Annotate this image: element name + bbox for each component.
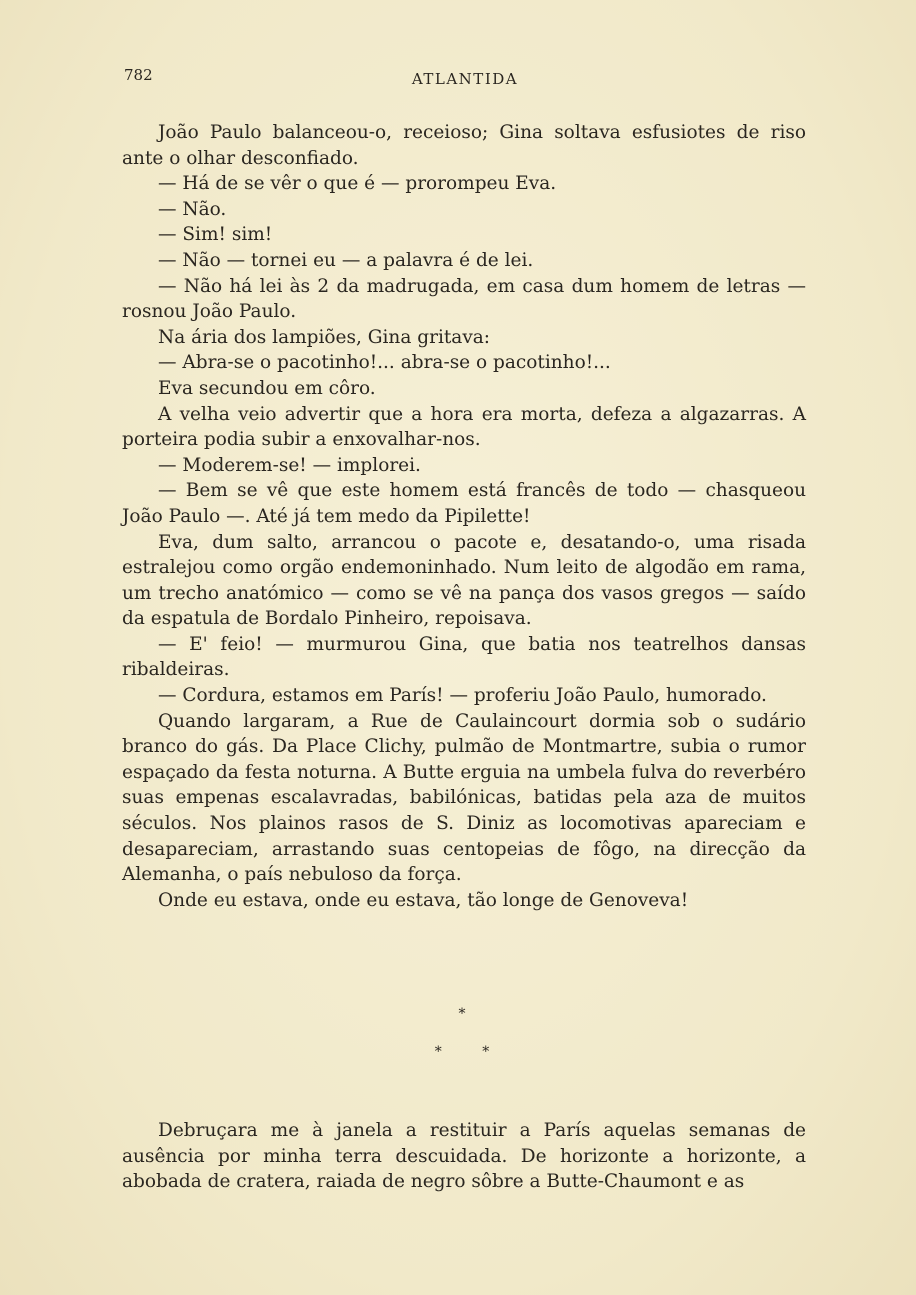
paragraph: — Não há lei às 2 da madrugada, em casa dum homem de letras — rosnou João Paulo. [122,275,806,323]
paragraph: Eva secundou em côro. [158,377,376,399]
paragraph: — Há de se vêr o que é — prorompeu Eva. [158,173,557,195]
paragraph: João Paulo balanceou-o, receioso; Gina soltava esfusiotes de riso ante o olhar desconfiado. [122,122,806,169]
section-separator-bottom: * * [434,1044,490,1060]
paragraph: — Abra-se o pacotinho!... abra-se o pacotinho!... [158,352,611,374]
paragraph: Debruçara me à janela a restituir a París aquelas semanas de ausência por minha terra descuidada. De horizonte a horizonte, a abobada de cratera, raiada de negro sôbre a Butte-Chaumont e as [122,1120,806,1193]
paragraph: Onde eu estava, onde eu estava, tão longe de Genoveva! [158,889,689,911]
main-text [122,120,806,913]
paragraph: A velha veio advertir que a hora era morta, defeza a algazarras. A porteira podia subir a enxovalhar-nos. [122,403,806,451]
paragraph: — Sim! sim! [158,224,273,246]
paragraph: Eva, dum salto, arrancou o pacote e, desatando-o, uma risada estralejou como orgão endemoninhado. Num leito de algodão em rama, um trecho anatómico — como se vê na pança dos vasos gregos — saído da espatula de Bordalo Pinheiro, repoisava. [122,531,806,630]
paragraph: — E' feio! — murmurou Gina, que batia nos teatrelhos dansas ribaldeiras. [122,633,806,681]
page-number: 782 [124,66,153,84]
paragraph: — Não. [158,198,227,220]
paragraph: Quando largaram, a Rue de Caulaincourt dormia sob o sudário branco do gás. Da Place Clichy, pulmão de Montmartre, subia o rumor espaçado da festa noturna. A Butte erguia na umbela fulva do reverbéro suas empenas escalavradas, babilónicas, batidas pela aza de muitos séculos. Nos plainos rasos de S. Diniz as locomotivas apareciam e desapareciam, arrastando suas centopeias de fôgo, na direcção da Alemanha, o país nebuloso da força. [122,710,806,886]
paragraph: Na ária dos lampiões, Gina gritava: [158,326,491,348]
paragraph: — Cordura, estamos em París! — proferiu João Paulo, humorado. [158,685,767,707]
continued-text [122,1118,806,1195]
paragraph: — Bem se vê que este homem está francês de todo — chasqueou João Paulo —. Até já tem medo da Pipilette! [122,480,806,527]
running-title: ATLANTIDA [411,70,519,88]
paragraph: — Não — tornei eu — a palavra é de lei. [158,249,534,271]
section-separator-top: * [458,1006,466,1022]
paragraph: — Moderem-se! — implorei. [158,454,421,476]
page-header [120,66,810,96]
